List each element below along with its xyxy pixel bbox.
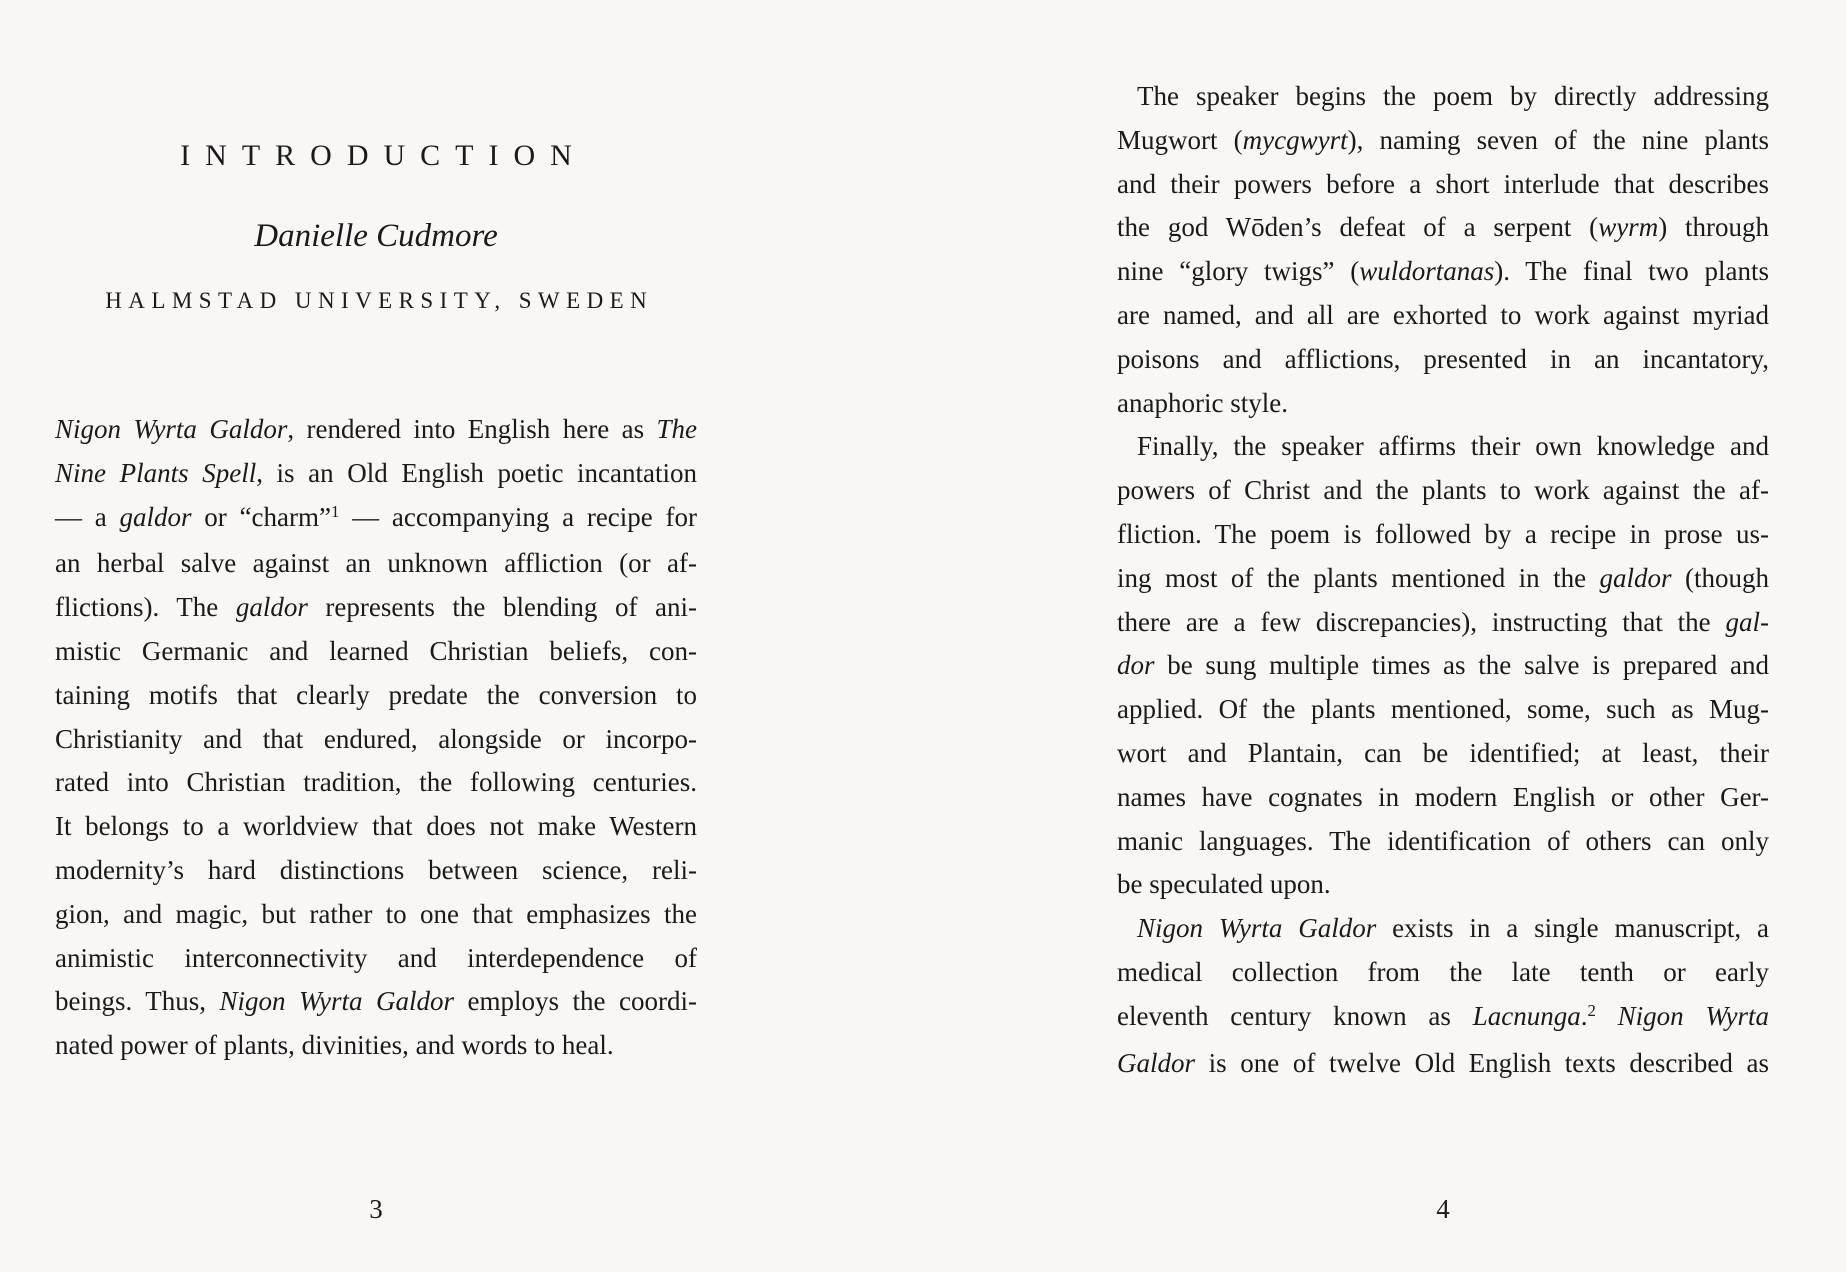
text-line: fliction. The poem is followed by a recipe in prose us- [1117, 518, 1769, 549]
text-line: mistic Germanic and learned Christian beliefs, con- [55, 635, 697, 666]
text-line: eleventh century known as Lacnunga.$^2$ Nigon Wyrta [1117, 1000, 1770, 1031]
text-line: wort and Plantain, can be identified; at least, their [1117, 737, 1769, 768]
text-line: there are a few discrepancies), instructing that the gal- [1117, 606, 1769, 637]
text-line: It belongs to a worldview that does not make Western [55, 811, 697, 842]
page-left [55, 0, 697, 1272]
text-line: nine “glory twigs” (wuldortanas). The final two plants [1117, 256, 1770, 287]
text-line: names have cognates in modern English or other Ger- [1117, 781, 1769, 812]
page-right [1117, 0, 1769, 1272]
right-page-body [1117, 75, 1769, 1085]
chapter-title: INTRODUCTION [180, 139, 587, 172]
text-line: gion, and magic, but rather to one that emphasizes the [55, 898, 697, 929]
author-name: Danielle Cudmore [254, 218, 498, 254]
text-line: an herbal salve against an unknown affliction (or af- [55, 548, 697, 579]
text-line: Mugwort (mycgwyrt), naming seven of the nine plants [1117, 124, 1769, 155]
text-line: manic languages. The identification of others can only [1117, 825, 1769, 856]
text-line: beings. Thus, Nigon Wyrta Galdor employs the coordi- [55, 986, 697, 1017]
text-line: dor be sung multiple times as the salve is prepared and [1117, 650, 1769, 681]
text-line: the god Wōden’s defeat of a serpent (wyrm) through [1117, 212, 1770, 243]
text-line: medical collection from the late tenth or early [1117, 956, 1769, 987]
text-line: Galdor is one of twelve Old English texts described as [1117, 1047, 1769, 1078]
text-line: Nine Plants Spell, is an Old English poetic incantation [55, 457, 697, 488]
author-affiliation: HALMSTAD UNIVERSITY, SWEDEN [105, 288, 654, 313]
footnote-ref: 2 [1587, 1001, 1596, 1021]
text-line: Nigon Wyrta Galdor, rendered into English here as The [55, 414, 697, 444]
text-line: animistic interconnectivity and interdependence of [55, 942, 697, 973]
text-line: poisons and afflictions, presented in an incantatory, [1117, 343, 1769, 374]
text-line: Finally, the speaker affirms their own knowledge and [1137, 431, 1769, 462]
page-number-left: 3 [369, 1194, 383, 1224]
text-line: and their powers before a short interlude that describes [1117, 168, 1769, 199]
text-line: taining motifs that clearly predate the conversion to [55, 679, 697, 710]
text-line: — a galdor or “charm”$^1$ — accompanying a recipe for [55, 501, 698, 532]
text-line: The speaker begins the poem by directly addressing [1137, 81, 1769, 111]
left-page-body [55, 408, 697, 1068]
footnote-ref: 1 [330, 502, 340, 522]
text-line: Christianity and that endured, alongside or incorpo- [55, 723, 697, 754]
text-line: ing most of the plants mentioned in the galdor (though [1117, 562, 1769, 593]
text-line: nated power of plants, divinities, and words to heal. [55, 1030, 614, 1061]
page-number-right: 4 [1436, 1194, 1450, 1224]
text-line: modernity’s hard distinctions between science, reli- [55, 854, 697, 885]
text-line: are named, and all are exhorted to work against myriad [1117, 299, 1769, 330]
text-line: anaphoric style. [1117, 387, 1288, 418]
text-line: flictions). The galdor represents the blending of ani- [55, 592, 698, 623]
text-line: be speculated upon. [1117, 869, 1331, 900]
text-line: powers of Christ and the plants to work against the af- [1117, 475, 1769, 506]
text-line: applied. Of the plants mentioned, some, such as Mug- [1117, 694, 1769, 725]
text-line: Nigon Wyrta Galdor exists in a single manuscript, a [1137, 913, 1769, 944]
text-line: rated into Christian tradition, the following centuries. [55, 767, 697, 798]
